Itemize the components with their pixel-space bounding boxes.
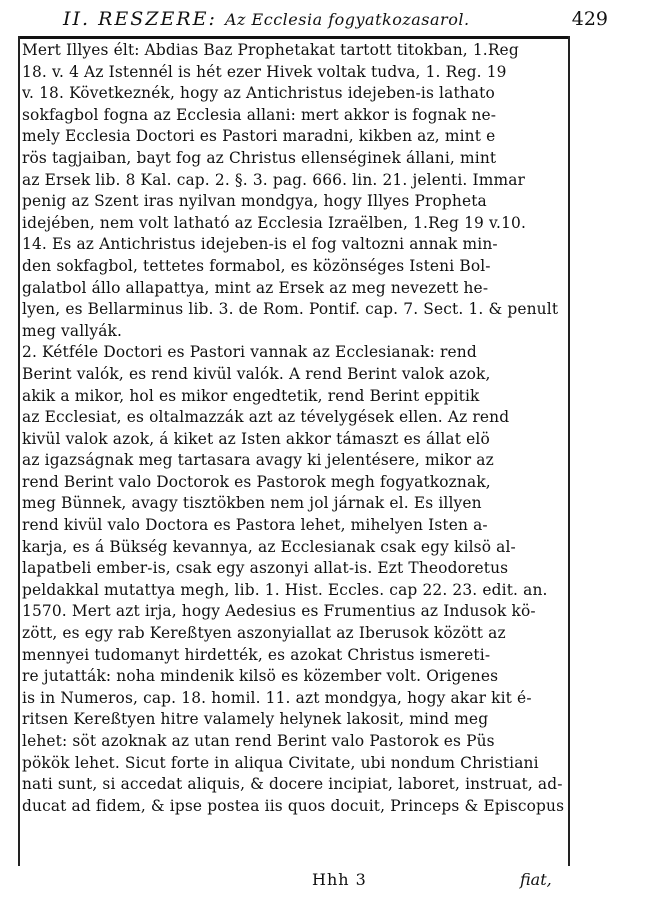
chapter-label: II. RESZERE: xyxy=(63,8,217,30)
section-title: Az Ecclesia fogyatkozasarol. xyxy=(224,10,470,29)
text-line: sokfagbol fogna az Ecclesia allani: mert akkor is fognak ne- xyxy=(22,105,497,124)
text-line: Berint valók, es rend kivül valók. A rend Berint valok azok, xyxy=(22,364,491,383)
signature-mark: Hhh 3 xyxy=(312,870,367,889)
catchword: fiat, xyxy=(520,870,552,889)
text-line: meg vallyák. xyxy=(22,321,123,340)
text-line: akik a mikor, hol es mikor engedtetik, rend Berint eppitik xyxy=(22,386,480,405)
text-line: lehet: söt azoknak az utan rend Berint valo Pastorok es Püs xyxy=(22,732,495,750)
text-line: lapatbeli ember-is, csak egy aszonyi allat-is. Ezt Theodoretus xyxy=(22,559,509,578)
text-line: mennyei tudomanyt hirdették, es azokat Christus ismereti- xyxy=(22,645,491,664)
text-line: re jutatták: noha mindenik kilsö es közember volt. Origenes xyxy=(22,667,499,686)
text-line: rös tagjaiban, bayt fog az Christus ellenséginek állani, mint xyxy=(22,148,497,167)
text-line: zött, es egy rab Kereßtyen aszonyiallat az Iberusok között az xyxy=(22,624,506,643)
text-line: 2. Kétféle Doctori es Pastori vannak az Ecclesianak: rend xyxy=(22,343,477,362)
text-line: rend Berint valo Doctorok es Pastorok megh fogyatkoznak, xyxy=(22,472,491,491)
text-line: peldakkal mutattya megh, lib. 1. Hist. Eccles. cap 22. 23. edit. an. xyxy=(22,580,548,599)
text-line: is in Numeros, cap. 18. homil. 11. azt mondgya, hogy akar kit é- xyxy=(22,688,532,707)
text-line: mely Ecclesia Doctori es Pastori maradni, kikben az, mint e xyxy=(22,127,496,146)
page-number: 429 xyxy=(571,8,608,30)
body-text xyxy=(22,40,570,817)
text-line: v. 18. Következnék, hogy az Antichristus idejeben-is lathato xyxy=(22,84,495,103)
page-footer xyxy=(0,866,645,896)
text-line: Mert Illyes élt: Abdias Baz Prophetakat tartott titokban, 1.Reg xyxy=(22,41,519,59)
text-line: az Ecclesiat, es oltalmazzák azt az tévelygések ellen. Az rend xyxy=(22,408,510,427)
text-line: 18. v. 4 Az Istennél is hét ezer Hivek voltak tudva, 1. Reg. 19 xyxy=(22,62,507,81)
text-line: 1570. Mert azt irja, hogy Aedesius es Frumentius az Indusok kö- xyxy=(22,602,536,621)
text-line: ritsen Kereßtyen hitre valamely helynek lakosit, mind meg xyxy=(22,710,489,729)
text-line: az igazságnak meg tartasara avagy ki jelentésere, mikor az xyxy=(22,451,494,470)
text-line: kivül valok azok, á kiket az Isten akkor támaszt es állat elö xyxy=(22,429,490,448)
text-line: 14. Es az Antichristus idejeben-is el fog valtozni annak min- xyxy=(22,235,498,254)
text-line: karja, es á Bükség kevannya, az Ecclesianak csak egy kilsö al- xyxy=(22,537,516,556)
text-line: den sokfagbol, tettetes formabol, es közönséges Isteni Bol- xyxy=(22,256,491,275)
text-line: idejében, nem volt latható az Ecclesia Izraëlben, 1.Reg 19 v.10. xyxy=(22,213,527,232)
running-header xyxy=(28,4,608,34)
text-line: meg Bünnek, avagy tisztökben nem jol járnak el. Es illyen xyxy=(22,494,482,513)
text-line: galatbol állo allapattya, mint az Ersek az meg nevezett he- xyxy=(22,278,489,297)
text-line: az Ersek lib. 8 Kal. cap. 2. §. 3. pag. 666. lin. 21. jelenti. Immar xyxy=(22,170,526,189)
text-line: nati sunt, si accedat aliquis, & docere incipiat, laboret, instruat, ad- xyxy=(22,775,563,794)
text-line: lyen, es Bellarminus lib. 3. de Rom. Pontif. cap. 7. Sect. 1. & penult xyxy=(22,300,559,319)
text-line: pökök lehet. Sicut forte in aliqua Civitate, ubi nondum Christiani xyxy=(22,753,539,772)
text-line: ducat ad fidem, & ipse postea iis quos docuit, Princeps & Episcopus xyxy=(22,796,565,815)
running-title xyxy=(63,8,470,30)
text-line: penig az Szent iras nyilvan mondgya, hogy Illyes Propheta xyxy=(22,192,487,211)
text-line: rend kivül valo Doctora es Pastora lehet, mihelyen Isten a- xyxy=(22,516,488,535)
